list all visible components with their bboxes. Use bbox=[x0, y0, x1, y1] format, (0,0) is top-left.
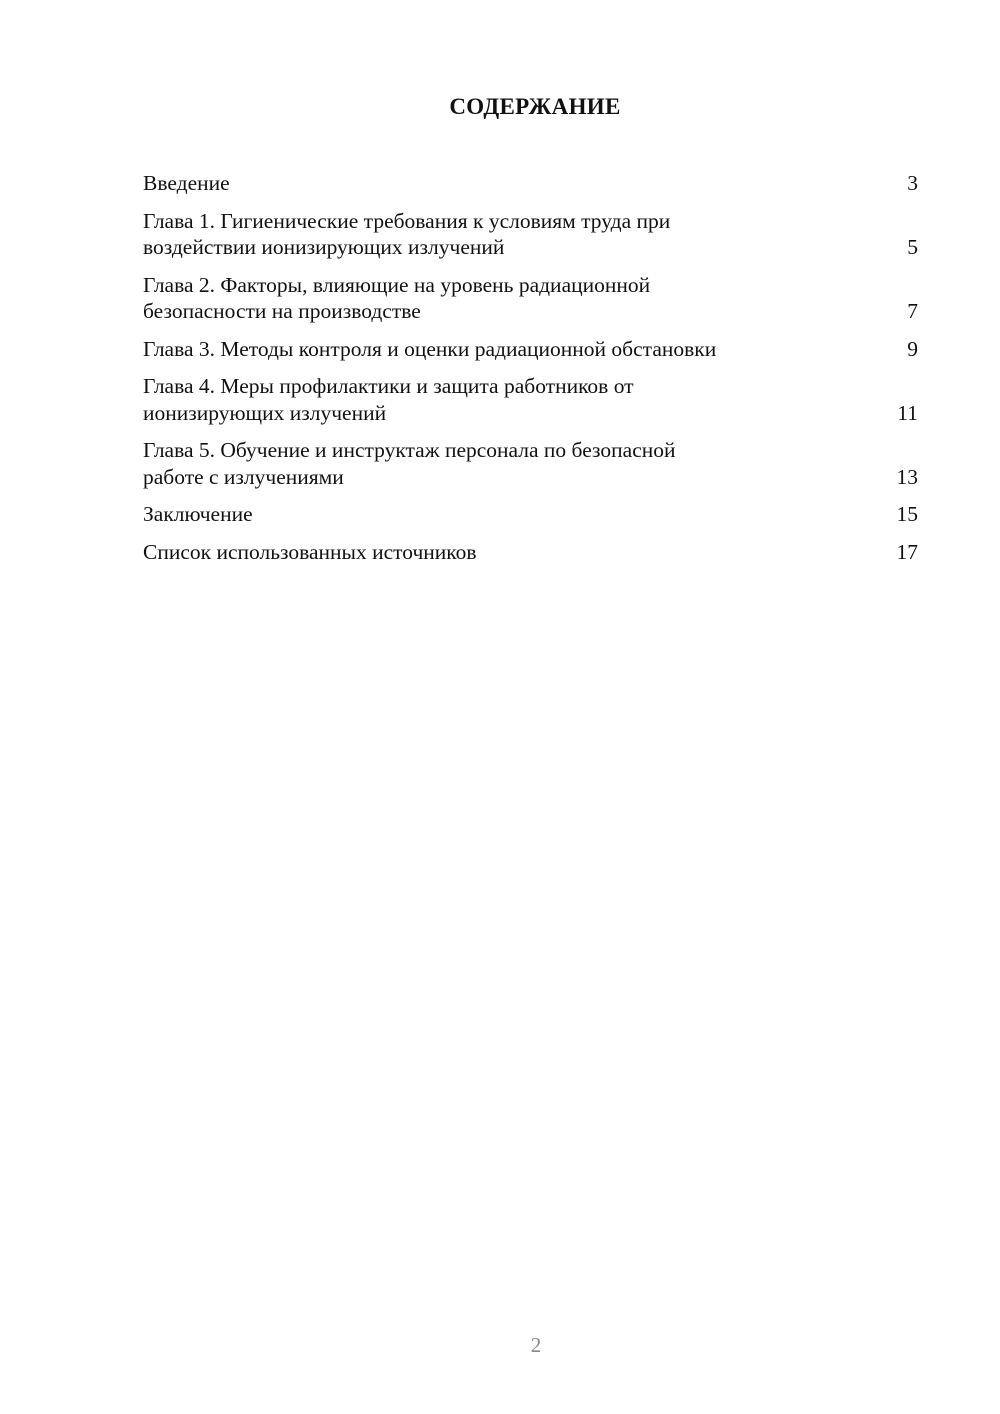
toc-entry-label: Глава 1. Гигиенические требования к условиям труда при воздействии ионизирующих излучений bbox=[143, 208, 671, 259]
toc-entry-label: Глава 2. Факторы, влияющие на уровень радиационной безопасности на производстве bbox=[143, 272, 651, 323]
toc-entry-page: 17 bbox=[896, 539, 918, 564]
toc-entry-page: 13 bbox=[896, 464, 918, 489]
toc-entry-label: Глава 5. Обучение и инструктаж персонала по безопасной работе с излучениями bbox=[143, 438, 676, 489]
toc-entry-page: 7 bbox=[907, 299, 918, 323]
toc-entry-page: 5 bbox=[907, 235, 918, 259]
toc-entry bbox=[143, 208, 918, 261]
toc-entry-label: Заключение bbox=[143, 502, 253, 526]
toc-entry bbox=[143, 336, 918, 363]
toc-entry-page: 9 bbox=[907, 336, 918, 361]
toc-entry-page: 15 bbox=[896, 502, 918, 526]
table-of-contents bbox=[143, 170, 918, 576]
toc-entry bbox=[143, 501, 918, 528]
page-number: 2 bbox=[530, 1333, 542, 1357]
toc-entry-label: Список использованных источников bbox=[143, 539, 477, 564]
toc-entry bbox=[143, 437, 918, 490]
toc-entry bbox=[143, 539, 918, 566]
toc-entry-page: 11 bbox=[897, 400, 918, 425]
toc-entry bbox=[143, 373, 918, 426]
page-title: СОДЕРЖАНИЕ bbox=[449, 94, 621, 119]
toc-entry-label: Глава 4. Меры профилактики и защита работников от ионизирующих излучений bbox=[143, 374, 634, 425]
toc-entry-label: Введение bbox=[143, 171, 230, 195]
toc-entry-page: 3 bbox=[907, 171, 918, 195]
toc-entry bbox=[143, 272, 918, 325]
toc-entry-label: Глава 3. Методы контроля и оценки радиационной обстановки bbox=[143, 336, 717, 361]
toc-entry bbox=[143, 170, 918, 197]
